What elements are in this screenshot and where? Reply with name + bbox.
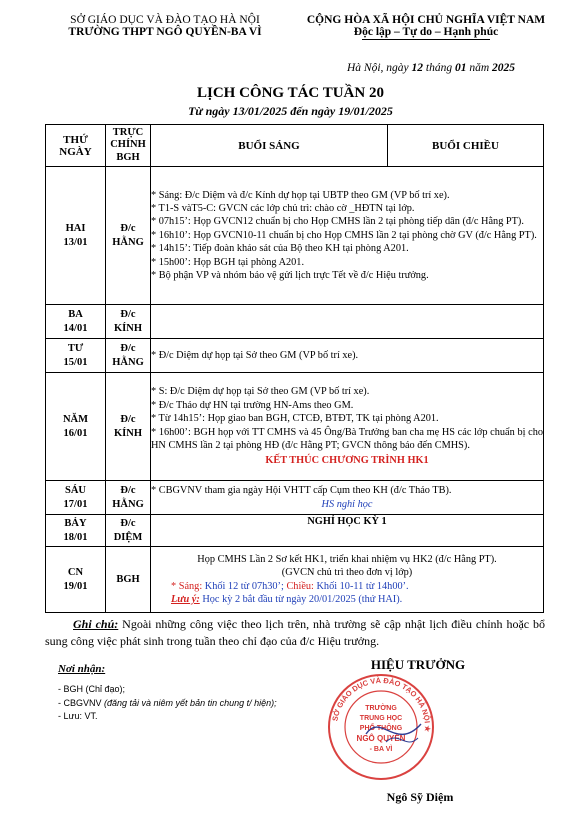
header-day: THỨ NGÀY (46, 125, 106, 167)
meeting-line: Họp CMHS Lần 2 Sơ kết HK1, triển khai nhiệm vụ HK2 (đ/c Hằng PT). (197, 553, 497, 565)
school-name: TRƯỜNG THPT NGÔ QUYỀN-BA VÌ (68, 26, 262, 38)
duty-cell: BGH (106, 547, 151, 613)
table-row (46, 167, 544, 305)
date-line: Hà Nội, ngày 12 tháng 01 năm 2025 (346, 62, 516, 74)
day-cell: CN 19/01 (46, 547, 106, 613)
svg-text:PHỔ THÔNG: PHỔ THÔNG (359, 725, 403, 732)
day-cell: HAI 13/01 (46, 167, 106, 305)
header-bgh: TRỰC CHÍNH BGH (106, 125, 151, 167)
department-name: SỞ GIÁO DỤC VÀ ĐÀO TẠO HÀ NỘI (70, 14, 260, 26)
schedule-table (45, 124, 544, 613)
table-row (46, 515, 544, 547)
student-off-note: HS nghỉ học (321, 498, 373, 510)
table-row (46, 339, 544, 373)
activity-cell (151, 167, 544, 305)
duty-cell: Đ/c KÍNH (106, 373, 151, 481)
list-item: * Từ 14h15’: Họp giao ban BGH, CTCĐ, BTĐT, TK tại phòng A201. (151, 413, 439, 425)
table-row (46, 373, 544, 481)
list-item: * T1-S vàT5-C: GVCN các lớp chủ trì: chào cờ _HĐTN tại lớp. (151, 203, 415, 215)
day-cell: BA 14/01 (46, 305, 106, 339)
day-cell: BẢY 18/01 (46, 515, 106, 547)
duty-cell: Đ/c DIỆM (106, 515, 151, 547)
duty-cell: Đ/c HẰNG (106, 339, 151, 373)
activity-cell (151, 339, 544, 373)
list-item: * Đ/c Thảo dự HN tại trường HN-Ams theo GM. (151, 399, 354, 411)
list-item: * 16h00’: BGH họp với TT CMHS và 45 Ông/Bà Trưởng ban cha mẹ HS các lớp chuẩn bị cho HN CMHS lần 2 tại phòng HĐ (đ/c Hằng PT; GVCN thông báo đến CMHS). (151, 426, 543, 451)
recipients-heading: Nơi nhận: (58, 663, 106, 675)
day-cell: SÁU 17/01 (46, 481, 106, 515)
list-item: - Lưu: VT. (58, 711, 98, 721)
motto-underline (362, 39, 490, 40)
svg-text:TRƯỜNG: TRƯỜNG (365, 705, 397, 712)
list-item: * S: Đ/c Diệm dự họp tại Sở theo GM (VP bố trí xe). (151, 386, 370, 398)
footer-note: Ghi chú: Ngoài những công việc theo lịch trên, nhà trường sẽ cập nhật lịch điều chỉnh hoặc bổ sung công việc phát sinh trong tuần theo chỉ đạo của đ/c Hiệu trưởng. (45, 617, 546, 648)
signer-name: Ngô Sỹ Diệm (386, 790, 454, 804)
country-name: CỘNG HÒA XÃ HỘI CHỦ NGHĨA VIỆT NAM (306, 14, 546, 26)
day-cell: NĂM 16/01 (46, 373, 106, 481)
table-row (46, 547, 544, 613)
header-morning: BUỔI SÁNG (151, 125, 388, 167)
holiday-note: NGHỈ HỌC KỲ 1 (307, 516, 387, 527)
svg-text:SỞ GIÁO DỤC VÀ ĐÀO TẠO HÀ NỘI: SỞ GIÁO DỤC VÀ ĐÀO TẠO HÀ NỘI ★ (330, 675, 433, 733)
duty-cell: Đ/c KÍNH (106, 305, 151, 339)
list-item: * Đ/c Diệm dự họp tại Sở theo GM (VP bố trí xe). (151, 349, 359, 361)
meeting-subline: (GVCN chủ trì theo đơn vị lớp) (281, 567, 413, 579)
table-row (46, 481, 544, 515)
header-right (290, 14, 562, 40)
list-item: * 14h15’: Tiếp đoàn khảo sát của Bộ theo KH tại phòng A201. (151, 243, 409, 255)
table-row (46, 305, 544, 339)
day-cell: TƯ 15/01 (46, 339, 106, 373)
list-item: * 15h00’: Họp BGH tại phòng A201. (151, 256, 305, 268)
svg-text:- BA VÌ: - BA VÌ (369, 746, 393, 753)
activity-cell (151, 373, 544, 481)
list-item: * Bộ phận VP và nhóm bảo vệ gửi lịch trực Tết về đ/c Hiệu trưởng. (151, 269, 429, 281)
list-item: - BGH (Chỉ đạo); (58, 684, 126, 694)
duty-cell: Đ/c HẰNG (106, 167, 151, 305)
header-left (40, 14, 290, 38)
list-item: - CBGVNV (đăng tải và niêm yết bản tin chung t/ hiện); (58, 697, 277, 708)
page-subtitle: Từ ngày 13/01/2025 đến ngày 19/01/2025 (188, 104, 393, 118)
table-header-row (46, 125, 544, 167)
semester2-note: Lưu ý: Học kỳ 2 bắt đầu từ ngày 20/01/2025 (thứ HAI). (171, 593, 403, 605)
school-seal-stamp (326, 672, 436, 782)
activity-cell (151, 305, 544, 339)
signer-title: HIỆU TRƯỞNG (370, 657, 466, 672)
schedule-times: * Sáng: Khối 12 từ 07h30’; Chiều: Khối 10-11 từ 14h00’. (171, 580, 409, 592)
activity-cell (151, 547, 544, 613)
svg-text:NGÔ QUYỀN: NGÔ QUYỀN (356, 734, 406, 743)
activity-cell (151, 515, 544, 547)
list-item: * 07h15’: Họp GVCN12 chuẩn bị cho Họp CMHS lần 2 tại phòng tiếp dân (đ/c Hằng PT). (151, 216, 524, 228)
national-motto: Độc lập – Tự do – Hạnh phúc (353, 26, 499, 38)
list-item: * 16h10’: Họp GVCN10-11 chuẩn bị cho Họp CMHS lần 2 tại phòng chờ GV (đ/c Hằng PT). (151, 229, 537, 241)
page-title: LỊCH CÔNG TÁC TUẦN 20 (197, 85, 384, 101)
recipients-list (58, 683, 277, 724)
header-afternoon: BUỔI CHIỀU (388, 125, 544, 167)
duty-cell: Đ/c HẰNG (106, 481, 151, 515)
semester-end-note: KẾT THÚC CHƯƠNG TRÌNH HK1 (265, 455, 429, 467)
activity-cell (151, 481, 544, 515)
svg-text:TRUNG HỌC: TRUNG HỌC (359, 715, 403, 722)
list-item: * CBGVNV tham gia ngày Hội VHTT cấp Cụm theo KH (đ/c Thảo TB). (151, 485, 452, 497)
list-item: * Sáng: Đ/c Diệm và đ/c Kính dự họp tại UBTP theo GM (VP bố trí xe). (151, 189, 450, 201)
